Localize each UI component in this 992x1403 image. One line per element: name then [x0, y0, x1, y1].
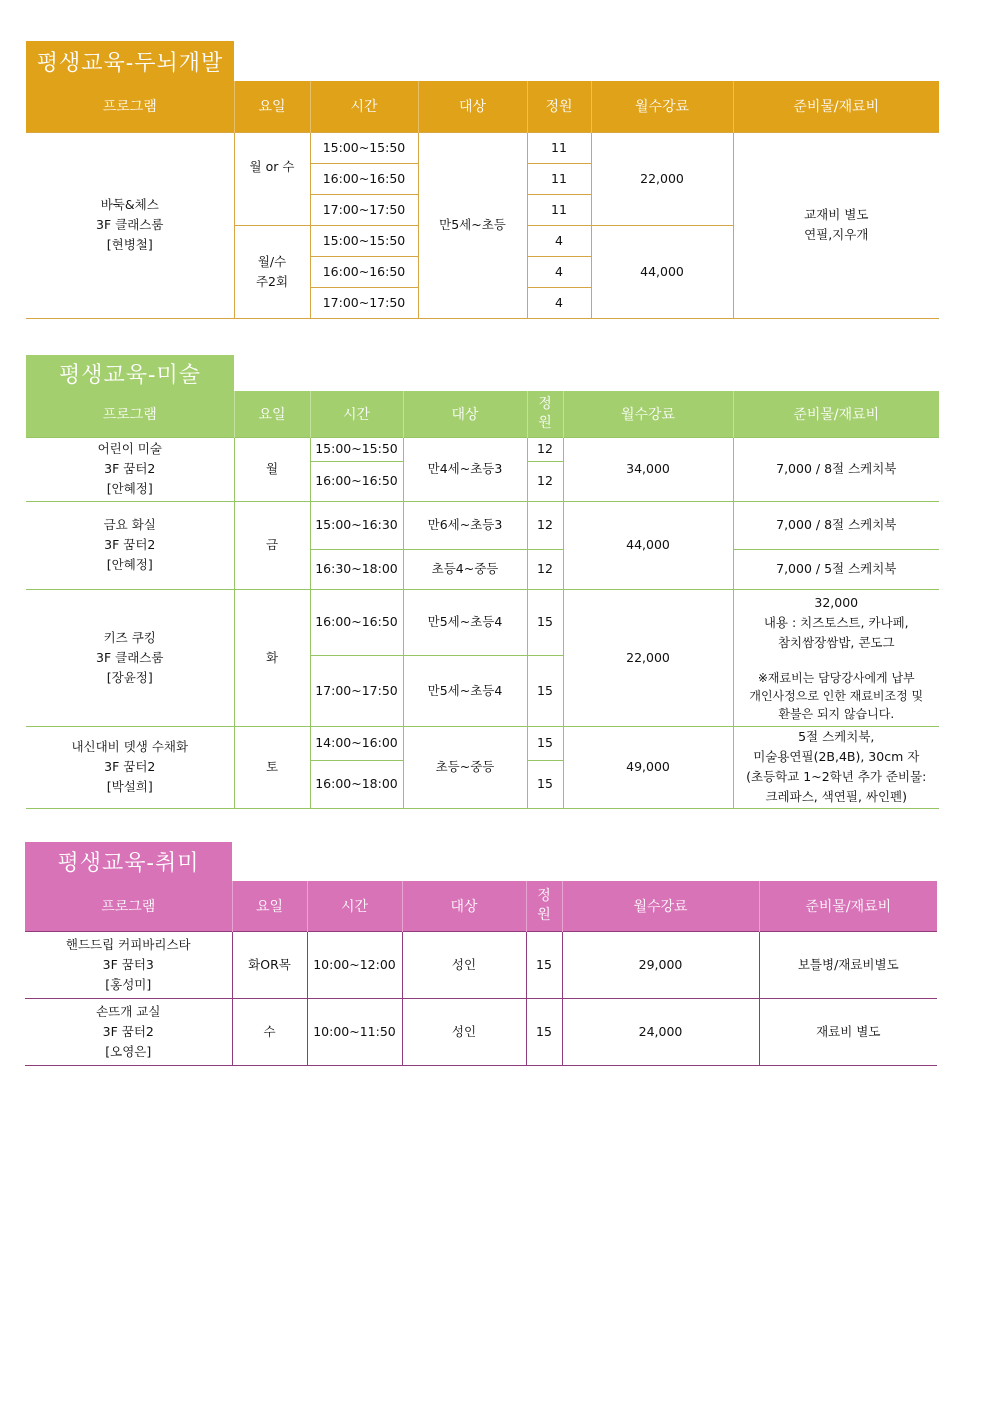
time-cell: 15:00~15:50: [310, 437, 403, 461]
target-cell: 만5세~초등4: [403, 655, 527, 726]
program-room: 3F 클래스룸: [96, 217, 164, 232]
header-program: 프로그램: [26, 391, 234, 437]
capacity-cell: 11: [527, 132, 591, 163]
time-cell: 14:00~16:00: [310, 726, 403, 760]
brain-program-table: [26, 81, 939, 319]
header-capacity: 정 원: [527, 391, 563, 437]
table-row: [26, 501, 939, 549]
target-cell: 만5세~초등: [418, 132, 527, 318]
program-teacher: [현병철]: [106, 237, 153, 252]
art-program-table: [26, 391, 939, 809]
time-cell: 17:00~17:50: [310, 194, 418, 225]
materials-cell: 7,000 / 5절 스케치북: [733, 549, 939, 589]
program-cell: 어린이 미술 3F 꿈터2 [안혜정]: [26, 437, 234, 501]
table-row: [26, 589, 939, 655]
hobby-program-table: [25, 881, 937, 1066]
materials-cell: 교재비 별도 연필,지우개: [733, 132, 939, 318]
header-fee: 월수강료: [591, 81, 733, 132]
time-cell: 16:00~16:50: [310, 461, 403, 501]
header-materials: 준비물/재료비: [759, 881, 937, 931]
time-cell: 10:00~12:00: [307, 931, 402, 998]
materials-cell: 7,000 / 8절 스케치북: [733, 501, 939, 549]
capacity-cell: 4: [527, 225, 591, 256]
program-cell: [26, 132, 234, 318]
table-row: [26, 132, 939, 163]
materials-main: 32,000 내용 : 치즈토스트, 카나페, 참치쌈장쌈밥, 콘도그: [763, 594, 909, 650]
header-target: 대상: [402, 881, 526, 931]
header-time: 시간: [310, 391, 403, 437]
header-capacity: 정원: [527, 81, 591, 132]
capacity-cell: 15: [526, 998, 562, 1065]
time-cell: 15:00~16:30: [310, 501, 403, 549]
capacity-cell: 4: [527, 287, 591, 318]
capacity-cell: 12: [527, 461, 563, 501]
table-header: [25, 881, 937, 931]
target-cell: 만4세~초등3: [403, 437, 527, 501]
target-cell: 성인: [402, 931, 526, 998]
target-cell: 만6세~초등3: [403, 501, 527, 549]
fee-cell: 44,000: [591, 225, 733, 318]
header-day: 요일: [234, 81, 310, 132]
fee-cell: 44,000: [563, 501, 733, 589]
target-cell: 초등4~중등: [403, 549, 527, 589]
program-cell: 키즈 쿠킹 3F 클래스룸 [장윤정]: [26, 589, 234, 726]
time-cell: 16:00~18:00: [310, 760, 403, 808]
section-title-brain: 평생교육-두뇌개발: [26, 41, 234, 81]
time-cell: 10:00~11:50: [307, 998, 402, 1065]
fee-cell: 22,000: [563, 589, 733, 726]
day-cell: 화OR목: [232, 931, 307, 998]
fee-cell: 22,000: [591, 132, 733, 225]
day-cell: 월 or 수: [234, 132, 310, 225]
table-row: [26, 726, 939, 760]
time-cell: 16:00~16:50: [310, 589, 403, 655]
capacity-cell: 11: [527, 194, 591, 225]
capacity-cell: 15: [527, 589, 563, 655]
capacity-cell: 12: [527, 437, 563, 461]
table-row: [25, 998, 937, 1065]
capacity-cell: 15: [527, 655, 563, 726]
materials-cell: 5절 스케치북, 미술용연필(2B,4B), 30cm 자 (초등학교 1~2학년 추가 준비물: 크레파스, 색연필, 싸인펜): [733, 726, 939, 808]
time-cell: 16:00~16:50: [310, 163, 418, 194]
table-header: [26, 81, 939, 132]
capacity-cell: 4: [527, 256, 591, 287]
fee-cell: 24,000: [562, 998, 759, 1065]
program-cell: 내신대비 뎃생 수채화 3F 꿈터2 [박설희]: [26, 726, 234, 808]
day-cell: 월: [234, 437, 310, 501]
header-target: 대상: [418, 81, 527, 132]
day-cell: 토: [234, 726, 310, 808]
time-cell: 17:00~17:50: [310, 655, 403, 726]
header-program: 프로그램: [26, 81, 234, 132]
program-cell: 손뜨개 교실 3F 꿈터2 [오영은]: [25, 998, 232, 1065]
day-cell: 수: [232, 998, 307, 1065]
capacity-cell: 15: [526, 931, 562, 998]
section-title-hobby: 평생교육-취미: [25, 842, 232, 881]
header-fee: 월수강료: [563, 391, 733, 437]
table-row: [25, 931, 937, 998]
materials-cell: 재료비 별도: [759, 998, 937, 1065]
capacity-cell: 12: [527, 501, 563, 549]
header-materials: 준비물/재료비: [733, 391, 939, 437]
capacity-cell: 12: [527, 549, 563, 589]
day-cell: 금: [234, 501, 310, 589]
header-time: 시간: [310, 81, 418, 132]
header-day: 요일: [232, 881, 307, 931]
materials-cell: [733, 589, 939, 726]
header-fee: 월수강료: [562, 881, 759, 931]
target-cell: 초등~중등: [403, 726, 527, 808]
header-program: 프로그램: [25, 881, 232, 931]
capacity-cell: 15: [527, 760, 563, 808]
capacity-cell: 15: [527, 726, 563, 760]
header-capacity: 정 원: [526, 881, 562, 931]
program-cell: 핸드드립 커피바리스타 3F 꿈터3 [홍성미]: [25, 931, 232, 998]
time-cell: 15:00~15:50: [310, 225, 418, 256]
fee-cell: 49,000: [563, 726, 733, 808]
table-row: [26, 437, 939, 461]
day-cell: 월/수 주2회: [234, 225, 310, 318]
header-target: 대상: [403, 391, 527, 437]
time-cell: 17:00~17:50: [310, 287, 418, 318]
section-title-art: 평생교육-미술: [26, 355, 234, 391]
time-cell: 15:00~15:50: [310, 132, 418, 163]
materials-note: ※재료비는 담당강사에게 납부 개인사정으로 인한 재료비조정 및 환불은 되지 않습니다.: [749, 670, 924, 721]
time-cell: 16:00~16:50: [310, 256, 418, 287]
target-cell: 성인: [402, 998, 526, 1065]
header-time: 시간: [307, 881, 402, 931]
materials-cell: 보틀병/재료비별도: [759, 931, 937, 998]
target-cell: 만5세~초등4: [403, 589, 527, 655]
header-day: 요일: [234, 391, 310, 437]
fee-cell: 29,000: [562, 931, 759, 998]
header-materials: 준비물/재료비: [733, 81, 939, 132]
time-cell: 16:30~18:00: [310, 549, 403, 589]
program-cell: 금요 화실 3F 꿈터2 [안혜정]: [26, 501, 234, 589]
fee-cell: 34,000: [563, 437, 733, 501]
program-name: 바둑&체스: [100, 197, 159, 212]
day-cell: 화: [234, 589, 310, 726]
capacity-cell: 11: [527, 163, 591, 194]
materials-cell: 7,000 / 8절 스케치북: [733, 437, 939, 501]
table-header: [26, 391, 939, 437]
